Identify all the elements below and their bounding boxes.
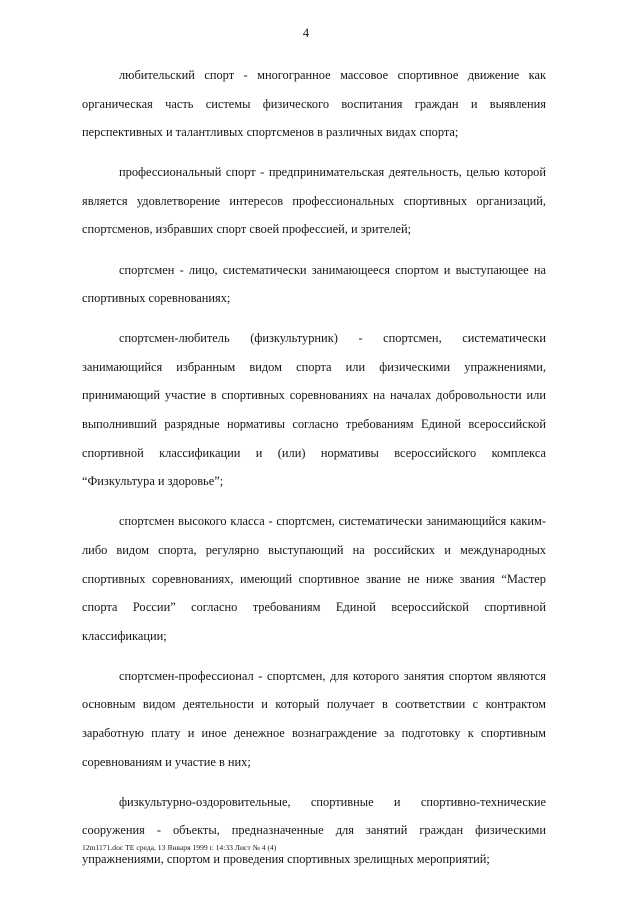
- page-number: 4: [302, 26, 310, 40]
- body-text: [82, 61, 546, 885]
- paragraph-amateur-athlete: спортсмен-любитель (физкультурник) - спортсмен, систематически занимающийся избранным видом спорта или физическими упражнениями, принимающий участие в спортивных соревнованиях на началах добровольности или выполнивший разрядные нормативы согласно требованиям Единой всероссийской спортивной классификации и (или) нормативы всероссийского комплекса “Физкультура и здоровье”;: [82, 331, 546, 489]
- paragraph-amateur-sport: любительский спорт - многогранное массовое спортивное движение как органическая часть системы физического воспитания граждан и выявления перспективных и талантливых спортсменов в различных видах спорта;: [82, 68, 546, 140]
- paragraph-sports-facilities: физкультурно-оздоровительные, спортивные и спортивно-технические сооружения - объекты, предназначенные для занятий граждан физическими упражнениями, спортом и проведения спортивных зрелищных мероприятий;: [82, 794, 546, 866]
- paragraph-athlete: спортсмен - лицо, систематически занимающееся спортом и выступающее на спортивных соревнованиях;: [82, 262, 546, 306]
- paragraph-professional-athlete: спортсмен-профессионал - спортсмен, для которого занятия спортом являются основным видом деятельности и который получает в соответствии с контрактом заработную плату и иное денежное вознаграждение за подготовку к спортивным соревнованиям и участие в них;: [82, 668, 546, 769]
- document-footer: 12m1171.doc ТЕ среда, 13 Января 1999 г. 14:33 Лист № 4 (4): [82, 843, 277, 852]
- paragraph-high-class-athlete: спортсмен высокого класса - спортсмен, систематически занимающийся каким-либо видом спорта, регулярно выступающий на российских и международных спортивных соревнованиях, имеющий спортивное звание не ниже звания “Мастер спорта России” согласно требованиям Единой всероссийской спортивной классификации;: [82, 514, 546, 643]
- paragraph-professional-sport: профессиональный спорт - предпринимательская деятельность, целью которой является удовлетворение интересов профессиональных спортивных организаций, спортсменов, избравших спорт своей профессией, и зрителей;: [82, 165, 546, 237]
